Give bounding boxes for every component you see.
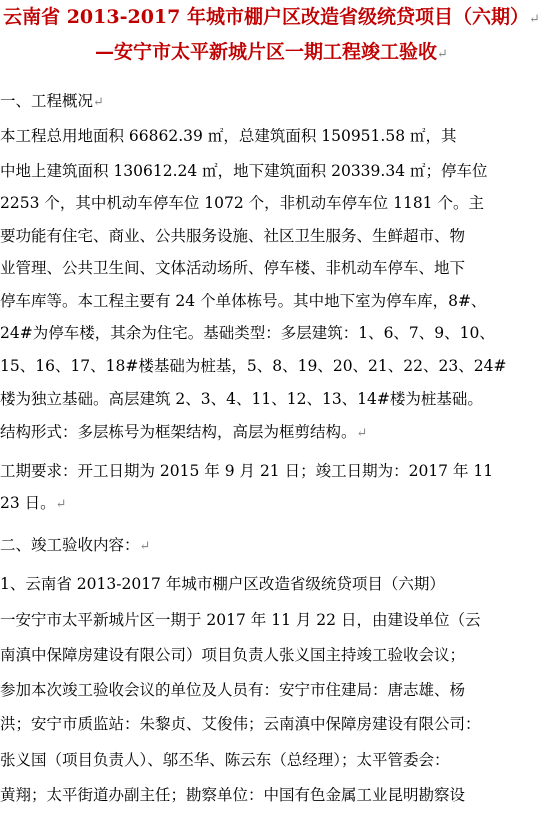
body-line: 业管理、公共卫生间、文体活动场所、停车楼、非机动车停车、地下 xyxy=(0,259,466,277)
title-line-1-text: 云南省 2013-2017 年城市棚户区改造省级统贷项目（六期） xyxy=(3,6,529,28)
schedule-line: 工期要求：开工日期为 2015 年 9 月 21 日；竣工日期为：2017 年 11 xyxy=(0,462,494,480)
title-line-2-text: —安宁市太平新城片区一期工程竣工验收 xyxy=(95,41,438,63)
body-line: 一安宁市太平新城片区一期于 2017 年 11 月 22 日，由建设单位（云 xyxy=(0,611,481,629)
body-line: 1、云南省 2013-2017 年城市棚户区改造省级统贷项目（六期） xyxy=(0,575,445,593)
body-line: 2253 个，其中机动车停车位 1072 个，非机动车停车位 1181 个。主 xyxy=(0,194,484,212)
body-line: 要功能有住宅、商业、公共服务设施、社区卫生服务、生鲜超市、物 xyxy=(0,227,466,245)
section-2-heading-text: 二、竣工验收内容： xyxy=(0,536,140,554)
section-1-heading xyxy=(0,91,543,113)
schedule-line-last xyxy=(0,493,543,515)
body-line: 参加本次竣工验收会议的单位及人员有：安宁市住建局：唐志雄、杨 xyxy=(0,681,466,699)
body-line: 张义国（项目负责人）、邬丕华、陈云东（总经理）；太平管委会： xyxy=(0,751,450,769)
paragraph-mark-icon: ↵ xyxy=(437,47,448,62)
body-line-text: 结构形式：多层栋号为框架结构，高层为框剪结构。 xyxy=(0,423,357,441)
body-line: 楼为独立基础。高层建筑 2、3、4、11、12、13、14#楼为桩基础。 xyxy=(0,390,483,408)
paragraph-mark-icon: ↵ xyxy=(93,95,104,110)
paragraph-mark-icon: ↵ xyxy=(356,426,368,441)
body-line-last xyxy=(0,422,543,444)
document-title-line-1 xyxy=(0,5,543,32)
body-line: 24#为停车楼，其余为住宅。基础类型：多层建筑：1、6、7、9、10、 xyxy=(0,324,495,342)
body-line: 停车库等。本工程主要有 24 个单体栋号。其中地下室为停车库，8#、 xyxy=(0,292,487,310)
body-line: 本工程总用地面积 66862.39 ㎡，总建筑面积 150951.58 ㎡，其 xyxy=(0,127,457,145)
body-line: 洪；安宁市质监站：朱黎贞、艾俊伟；云南滇中保障房建设有限公司： xyxy=(0,715,481,733)
section-2-heading xyxy=(0,535,543,557)
paragraph-mark-icon: ↵ xyxy=(55,497,67,512)
body-line: 黄翔；太平街道办副主任；勘察单位：中国有色金属工业昆明勘察设 xyxy=(0,786,466,804)
section-1-heading-text: 一、工程概况 xyxy=(0,92,94,110)
body-line: 15、16、17、18#楼基础为桩基，5、8、19、20、21、22、23、24# xyxy=(0,357,507,375)
paragraph-mark-icon: ↵ xyxy=(528,12,540,27)
body-line: 南滇中保障房建设有限公司）项目负责人张义国主持竣工验收会议； xyxy=(0,646,466,664)
document-title-line-2 xyxy=(0,40,543,67)
schedule-line-text: 23 日。 xyxy=(0,494,56,512)
body-line: 中地上建筑面积 130612.24 ㎡，地下建筑面积 20339.34 ㎡；停车位 xyxy=(0,162,488,180)
paragraph-mark-icon: ↵ xyxy=(139,539,151,554)
